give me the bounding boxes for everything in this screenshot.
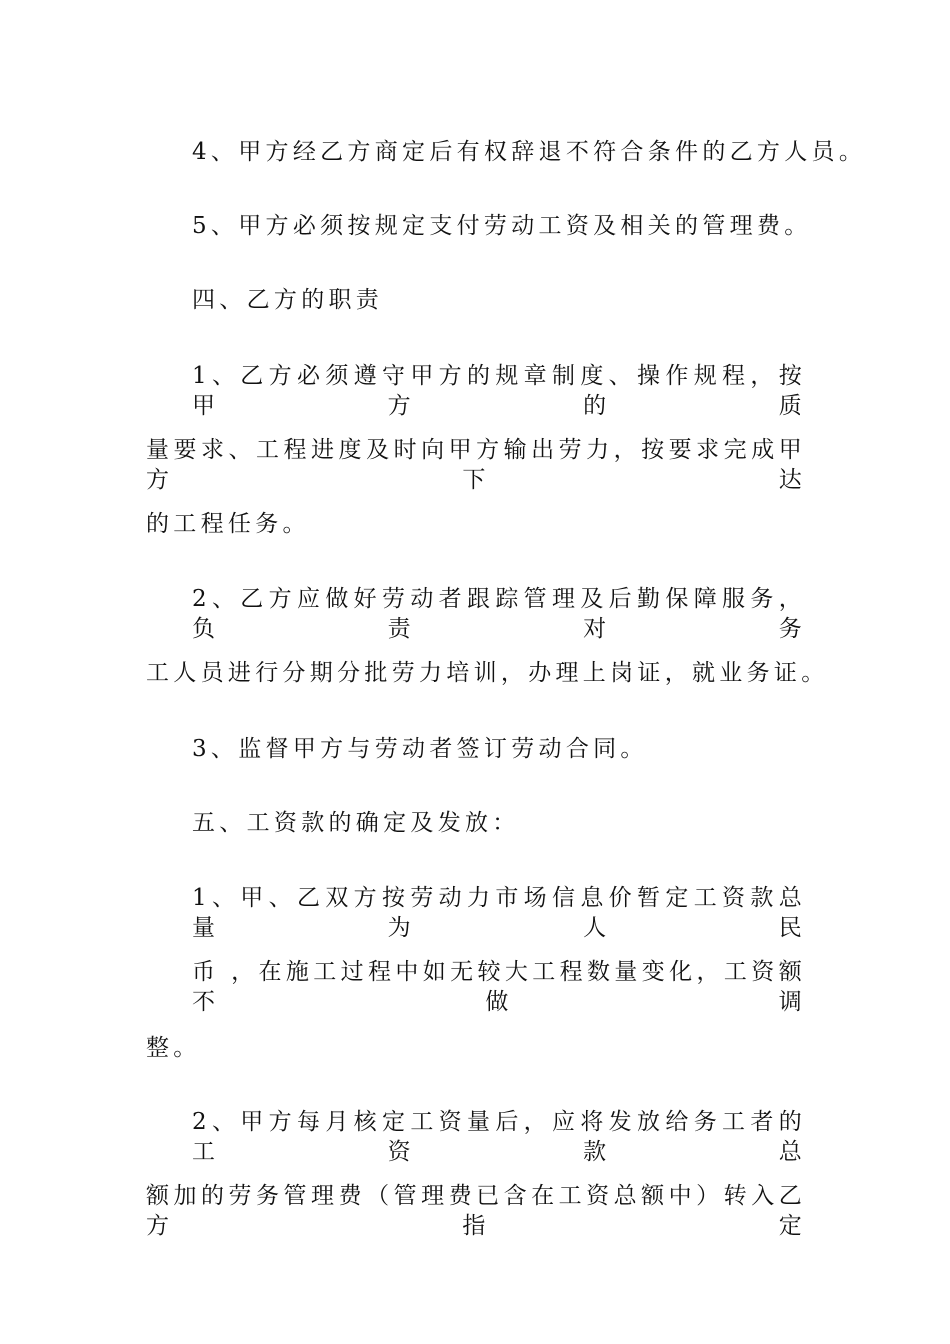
paragraph-line: 币 ，在施工过程中如无较大工程数量变化，工资额不做调: [192, 959, 806, 1015]
paragraph-line: 1、乙方必须遵守甲方的规章制度、操作规程，按甲方的质: [192, 363, 806, 419]
paragraph-line: 整。: [146, 1035, 201, 1061]
section-heading-party-b-duties: 四、乙方的职责: [192, 287, 384, 313]
paragraph-line: 额加的劳务管理费（管理费已含在工资总额中）转入乙方指定: [146, 1183, 806, 1239]
paragraph-line: 量要求、工程进度及时向甲方输出劳力，按要求完成甲方下达: [146, 437, 806, 493]
paragraph-clause-4: 4、甲方经乙方商定后有权辞退不符合条件的乙方人员。: [192, 139, 867, 165]
paragraph-clause-5: 5、甲方必须按规定支付劳动工资及相关的管理费。: [192, 213, 812, 239]
paragraph-line: 1、甲、乙双方按劳动力市场信息价暂定工资款总量为人民: [192, 885, 806, 941]
paragraph-line: 工人员进行分期分批劳力培训，办理上岗证，就业务证。: [146, 660, 829, 686]
paragraph-line: 2、乙方应做好劳动者跟踪管理及后勤保障服务，负责对务: [192, 586, 806, 642]
section-heading-wages: 五、工资款的确定及发放：: [192, 810, 520, 836]
paragraph-line: 3、监督甲方与劳动者签订劳动合同。: [192, 736, 648, 762]
paragraph-line: 的工程任务。: [146, 511, 310, 537]
paragraph-line: 2、甲方每月核定工资量后，应将发放给务工者的工资款总: [192, 1109, 806, 1165]
